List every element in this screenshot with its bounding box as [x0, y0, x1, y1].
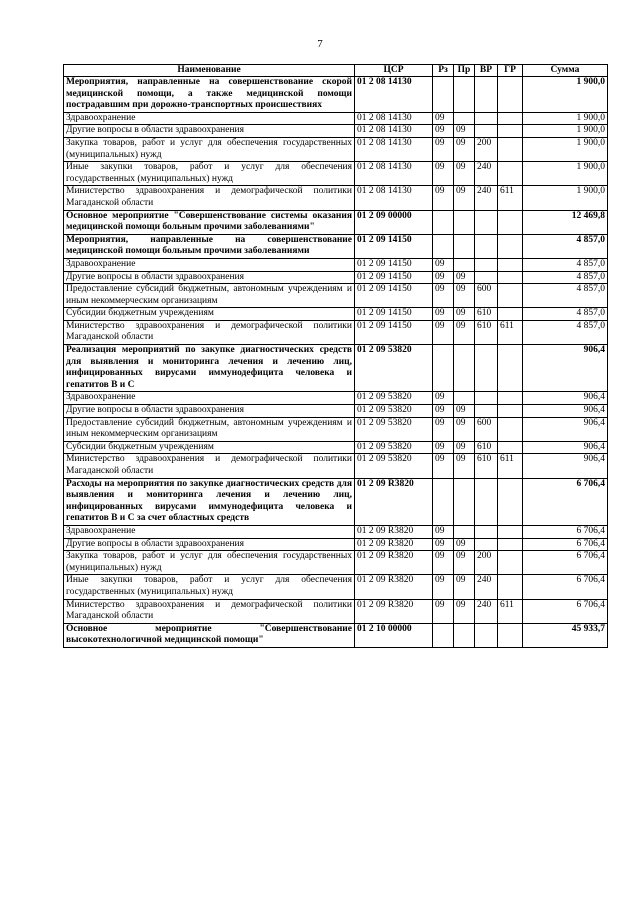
- table-row: [64, 308, 608, 321]
- cell-rz: 09: [433, 186, 454, 210]
- cell-gr: 611: [498, 186, 523, 210]
- table-row: [64, 417, 608, 441]
- cell-gr: [498, 77, 523, 113]
- cell-sum: 1 900,0: [523, 112, 608, 125]
- cell-csr: 01 2 09 14150: [355, 320, 433, 344]
- cell-rz: 09: [433, 258, 454, 271]
- cell-gr: [498, 478, 523, 525]
- cell-name: Субсидии бюджетным учреждениям: [64, 308, 355, 321]
- cell-vr: 240: [475, 162, 498, 186]
- cell-csr: 01 2 09 14150: [355, 284, 433, 308]
- cell-sum: 4 857,0: [523, 308, 608, 321]
- cell-gr: [498, 284, 523, 308]
- cell-name: Предоставление субсидий бюджетным, автономным учреждениям и иным некоммерческим организациям: [64, 417, 355, 441]
- cell-sum: 45 933,7: [523, 623, 608, 647]
- cell-sum: 1 900,0: [523, 137, 608, 161]
- cell-pr: 09: [454, 538, 475, 551]
- cell-pr: 09: [454, 417, 475, 441]
- table-row: [64, 320, 608, 344]
- cell-pr: [454, 478, 475, 525]
- cell-rz: 09: [433, 271, 454, 284]
- cell-vr: 600: [475, 284, 498, 308]
- table-row: [64, 137, 608, 161]
- cell-gr: [498, 125, 523, 138]
- cell-gr: [498, 623, 523, 647]
- cell-vr: [475, 125, 498, 138]
- cell-rz: 09: [433, 441, 454, 454]
- header-gr: ГР: [498, 65, 523, 77]
- table-row: [64, 234, 608, 258]
- table-row: [64, 284, 608, 308]
- table-row: [64, 162, 608, 186]
- table-row: [64, 405, 608, 418]
- cell-name: Министерство здравоохранения и демографической политики Магаданской области: [64, 186, 355, 210]
- cell-csr: 01 2 09 53820: [355, 441, 433, 454]
- cell-rz: 09: [433, 162, 454, 186]
- cell-gr: [498, 405, 523, 418]
- cell-name: Здравоохранение: [64, 392, 355, 405]
- cell-sum: 4 857,0: [523, 234, 608, 258]
- cell-rz: 09: [433, 525, 454, 538]
- cell-rz: [433, 210, 454, 234]
- cell-csr: 01 2 09 R3820: [355, 478, 433, 525]
- cell-rz: 09: [433, 112, 454, 125]
- cell-name: Здравоохранение: [64, 525, 355, 538]
- cell-name: Реализация мероприятий по закупке диагностических средств для выявления и мониторинга лечения и лечению лиц, инфицированных вирусами иммунодефицита человека и гепатитов В и С: [64, 345, 355, 392]
- cell-rz: [433, 623, 454, 647]
- table-row: [64, 77, 608, 113]
- cell-vr: 610: [475, 320, 498, 344]
- cell-rz: 09: [433, 417, 454, 441]
- table-row: [64, 186, 608, 210]
- cell-sum: 906,4: [523, 345, 608, 392]
- cell-csr: 01 2 09 14150: [355, 234, 433, 258]
- cell-csr: 01 2 08 14130: [355, 77, 433, 113]
- table-row: [64, 575, 608, 599]
- cell-sum: 906,4: [523, 417, 608, 441]
- cell-rz: 09: [433, 320, 454, 344]
- cell-rz: [433, 77, 454, 113]
- cell-csr: 01 2 09 00000: [355, 210, 433, 234]
- cell-csr: 01 2 08 14130: [355, 162, 433, 186]
- cell-vr: [475, 525, 498, 538]
- cell-sum: 6 706,4: [523, 538, 608, 551]
- cell-sum: 906,4: [523, 441, 608, 454]
- cell-vr: [475, 234, 498, 258]
- cell-gr: [498, 417, 523, 441]
- cell-sum: 4 857,0: [523, 284, 608, 308]
- cell-name: Другие вопросы в области здравоохранения: [64, 538, 355, 551]
- budget-table: [63, 64, 608, 648]
- cell-rz: [433, 234, 454, 258]
- cell-name: Иные закупки товаров, работ и услуг для обеспечения государственных (муниципальных) нужд: [64, 162, 355, 186]
- cell-vr: [475, 258, 498, 271]
- table-row: [64, 478, 608, 525]
- cell-csr: 01 2 09 R3820: [355, 599, 433, 623]
- cell-gr: [498, 538, 523, 551]
- cell-vr: 200: [475, 551, 498, 575]
- cell-sum: 6 706,4: [523, 478, 608, 525]
- table-row: [64, 441, 608, 454]
- cell-pr: 09: [454, 137, 475, 161]
- cell-name: Закупка товаров, работ и услуг для обеспечения государственных (муниципальных) нужд: [64, 551, 355, 575]
- cell-csr: 01 2 09 53820: [355, 392, 433, 405]
- cell-pr: 09: [454, 599, 475, 623]
- cell-vr: [475, 623, 498, 647]
- cell-name: Мероприятия, направленные на совершенствование медицинской помощи больным прочими заболеваниями: [64, 234, 355, 258]
- cell-vr: 600: [475, 417, 498, 441]
- cell-rz: [433, 345, 454, 392]
- cell-name: Другие вопросы в области здравоохранения: [64, 405, 355, 418]
- table-row: [64, 271, 608, 284]
- cell-csr: 01 2 09 14150: [355, 271, 433, 284]
- cell-pr: 09: [454, 284, 475, 308]
- cell-pr: 09: [454, 125, 475, 138]
- cell-pr: 09: [454, 441, 475, 454]
- cell-rz: 09: [433, 137, 454, 161]
- cell-csr: 01 2 08 14130: [355, 137, 433, 161]
- cell-name: Субсидии бюджетным учреждениям: [64, 441, 355, 454]
- cell-name: Предоставление субсидий бюджетным, автономным учреждениям и иным некоммерческим организациям: [64, 284, 355, 308]
- table-row: [64, 525, 608, 538]
- cell-rz: 09: [433, 575, 454, 599]
- cell-rz: 09: [433, 551, 454, 575]
- cell-vr: [475, 271, 498, 284]
- cell-csr: 01 2 09 53820: [355, 405, 433, 418]
- cell-csr: 01 2 08 14130: [355, 186, 433, 210]
- cell-sum: 6 706,4: [523, 575, 608, 599]
- cell-gr: [498, 137, 523, 161]
- cell-pr: 09: [454, 454, 475, 478]
- table-row: [64, 538, 608, 551]
- cell-csr: 01 2 09 R3820: [355, 538, 433, 551]
- cell-pr: [454, 345, 475, 392]
- cell-csr: 01 2 08 14130: [355, 125, 433, 138]
- cell-rz: 09: [433, 392, 454, 405]
- cell-rz: 09: [433, 284, 454, 308]
- cell-name: Закупка товаров, работ и услуг для обеспечения государственных (муниципальных) нужд: [64, 137, 355, 161]
- cell-name: Иные закупки товаров, работ и услуг для обеспечения государственных (муниципальных) нужд: [64, 575, 355, 599]
- cell-gr: [498, 308, 523, 321]
- cell-gr: [498, 392, 523, 405]
- cell-gr: [498, 258, 523, 271]
- cell-gr: 611: [498, 454, 523, 478]
- cell-pr: 09: [454, 308, 475, 321]
- cell-csr: 01 2 09 53820: [355, 345, 433, 392]
- cell-pr: 09: [454, 162, 475, 186]
- cell-vr: [475, 538, 498, 551]
- cell-gr: [498, 162, 523, 186]
- cell-vr: 610: [475, 454, 498, 478]
- cell-sum: 6 706,4: [523, 525, 608, 538]
- cell-pr: 09: [454, 271, 475, 284]
- cell-name: Здравоохранение: [64, 112, 355, 125]
- cell-name: Министерство здравоохранения и демографической политики Магаданской области: [64, 454, 355, 478]
- cell-name: Основное мероприятие "Совершенствование высокотехнологичной медицинской помощи": [64, 623, 355, 647]
- cell-pr: 09: [454, 551, 475, 575]
- cell-rz: [433, 478, 454, 525]
- cell-pr: [454, 623, 475, 647]
- cell-gr: [498, 575, 523, 599]
- cell-vr: 200: [475, 137, 498, 161]
- cell-sum: 12 469,8: [523, 210, 608, 234]
- cell-pr: [454, 258, 475, 271]
- cell-rz: 09: [433, 538, 454, 551]
- cell-sum: 4 857,0: [523, 271, 608, 284]
- cell-name: Министерство здравоохранения и демографической политики Магаданской области: [64, 320, 355, 344]
- cell-csr: 01 2 09 14150: [355, 258, 433, 271]
- cell-gr: [498, 210, 523, 234]
- cell-sum: 4 857,0: [523, 320, 608, 344]
- table-row: [64, 599, 608, 623]
- cell-pr: 09: [454, 575, 475, 599]
- header-rz: Рз: [433, 65, 454, 77]
- table-row: [64, 454, 608, 478]
- cell-vr: [475, 405, 498, 418]
- cell-csr: 01 2 09 R3820: [355, 525, 433, 538]
- cell-sum: 1 900,0: [523, 77, 608, 113]
- cell-pr: 09: [454, 405, 475, 418]
- table-row: [64, 392, 608, 405]
- header-csr: ЦСР: [355, 65, 433, 77]
- cell-gr: [498, 234, 523, 258]
- cell-pr: 09: [454, 186, 475, 210]
- cell-name: Основное мероприятие "Совершенствование системы оказания медицинской помощи больным прочими заболеваниями": [64, 210, 355, 234]
- cell-pr: [454, 210, 475, 234]
- cell-rz: 09: [433, 599, 454, 623]
- cell-gr: [498, 112, 523, 125]
- cell-pr: 09: [454, 320, 475, 344]
- cell-vr: 240: [475, 599, 498, 623]
- cell-rz: 09: [433, 405, 454, 418]
- cell-gr: [498, 551, 523, 575]
- page-number: 7: [317, 38, 323, 50]
- cell-gr: [498, 345, 523, 392]
- table-row: [64, 345, 608, 392]
- cell-sum: 1 900,0: [523, 186, 608, 210]
- cell-pr: [454, 525, 475, 538]
- cell-pr: [454, 112, 475, 125]
- cell-gr: [498, 441, 523, 454]
- table-row: [64, 112, 608, 125]
- cell-vr: [475, 112, 498, 125]
- table-row: [64, 551, 608, 575]
- table-row: [64, 623, 608, 647]
- header-sum: Сумма: [523, 65, 608, 77]
- table-row: [64, 210, 608, 234]
- table-header-row: [64, 65, 608, 77]
- cell-csr: 01 2 09 R3820: [355, 551, 433, 575]
- cell-csr: 01 2 09 14150: [355, 308, 433, 321]
- cell-pr: [454, 392, 475, 405]
- cell-vr: [475, 478, 498, 525]
- cell-csr: 01 2 08 14130: [355, 112, 433, 125]
- cell-csr: 01 2 09 R3820: [355, 575, 433, 599]
- table-row: [64, 258, 608, 271]
- header-name: Наименование: [64, 65, 355, 77]
- cell-gr: [498, 271, 523, 284]
- cell-csr: 01 2 09 53820: [355, 454, 433, 478]
- cell-name: Другие вопросы в области здравоохранения: [64, 125, 355, 138]
- cell-rz: 09: [433, 125, 454, 138]
- cell-sum: 1 900,0: [523, 125, 608, 138]
- cell-vr: [475, 392, 498, 405]
- header-pr: Пр: [454, 65, 475, 77]
- cell-vr: [475, 345, 498, 392]
- table-body: [64, 77, 608, 648]
- cell-pr: [454, 77, 475, 113]
- cell-sum: 906,4: [523, 392, 608, 405]
- cell-vr: [475, 210, 498, 234]
- cell-vr: 610: [475, 441, 498, 454]
- cell-name: Министерство здравоохранения и демографической политики Магаданской области: [64, 599, 355, 623]
- cell-sum: 906,4: [523, 454, 608, 478]
- cell-sum: 1 900,0: [523, 162, 608, 186]
- cell-gr: [498, 525, 523, 538]
- cell-sum: 6 706,4: [523, 551, 608, 575]
- header-vr: ВР: [475, 65, 498, 77]
- table-row: [64, 125, 608, 138]
- cell-sum: 4 857,0: [523, 258, 608, 271]
- cell-vr: 610: [475, 308, 498, 321]
- cell-gr: 611: [498, 320, 523, 344]
- cell-pr: [454, 234, 475, 258]
- cell-rz: 09: [433, 308, 454, 321]
- cell-sum: 906,4: [523, 405, 608, 418]
- cell-vr: 240: [475, 186, 498, 210]
- cell-gr: 611: [498, 599, 523, 623]
- cell-vr: [475, 77, 498, 113]
- cell-csr: 01 2 09 53820: [355, 417, 433, 441]
- cell-name: Мероприятия, направленные на совершенствование скорой медицинской помощи, а также медицинской помощи пострадавшим при дорожно-транспортных происшествиях: [64, 77, 355, 113]
- cell-name: Другие вопросы в области здравоохранения: [64, 271, 355, 284]
- cell-csr: 01 2 10 00000: [355, 623, 433, 647]
- cell-sum: 6 706,4: [523, 599, 608, 623]
- cell-name: Здравоохранение: [64, 258, 355, 271]
- cell-vr: 240: [475, 575, 498, 599]
- cell-rz: 09: [433, 454, 454, 478]
- cell-name: Расходы на мероприятия по закупке диагностических средств для выявления и мониторинга лечения и лечению лиц, инфицированных вирусами иммунодефицита человека и гепатитов В и С за счет областных средств: [64, 478, 355, 525]
